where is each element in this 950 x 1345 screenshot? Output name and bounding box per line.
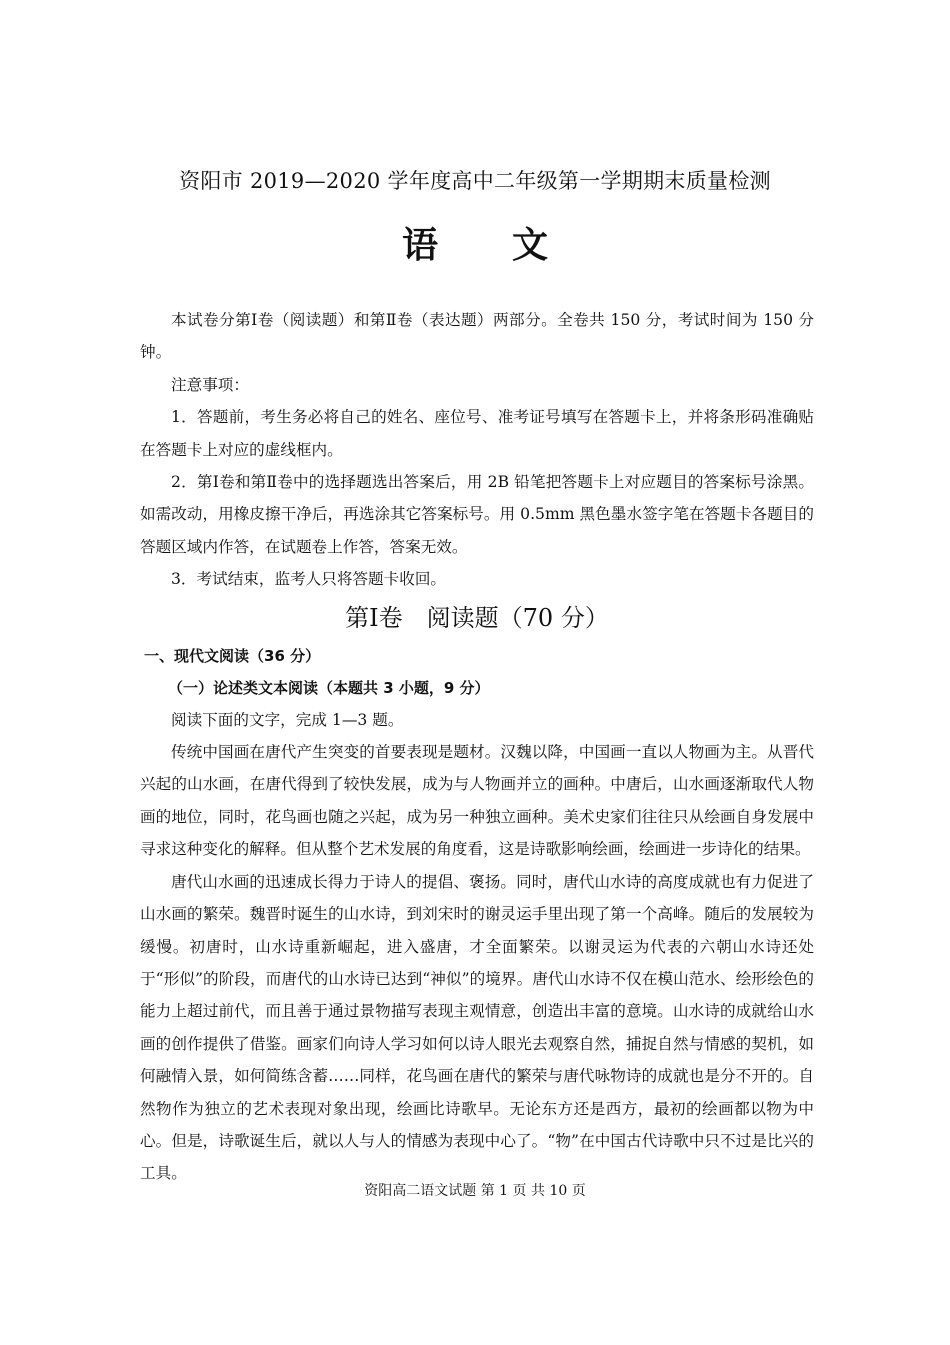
note-item-3: 3．考试结束，监考人只将答题卡收回。 (171, 570, 447, 589)
page-footer: 资阳高二语文试题 第 1 页 共 10 页 (364, 1183, 586, 1199)
intro-paragraph: 本试卷分第Ⅰ卷（阅读题）和第Ⅱ卷（表达题）两部分。全卷共 150 分，考试时间为 150 分钟。 (140, 311, 814, 362)
subject-title (0, 220, 950, 272)
section-title: 一、现代文阅读（36 分） (144, 646, 321, 665)
subject-char-1: 语 (401, 225, 438, 266)
exam-body (140, 304, 814, 1190)
reading-instruction: 阅读下面的文字，完成 1—3 题。 (171, 710, 404, 729)
note-item-1: 1．答题前，考生务必将自己的姓名、座位号、准考证号填写在答题卡上，并将条形码准确贴在答题卡上对应的虚线框内。 (140, 408, 814, 459)
passage-paragraph-2: 唐代山水画的迅速成长得力于诗人的提倡、褒扬。同时，唐代山水诗的高度成就也有力促进了山水画的繁荣。魏晋时诞生的山水诗，到刘宋时的谢灵运手里出现了第一个高峰。随后的发展较为缓慢。初唐时，山水诗重新崛起，进入盛唐，才全面繁荣。以谢灵运为代表的六朝山水诗还处于“形似”的阶段，而唐代的山水诗已达到“神似”的境界。唐代山水诗不仅在模山范水、绘形绘色的能力上超过前代，而且善于通过景物描写表现主观情意，创造出丰富的意境。山水诗的成就给山水画的创作提供了借鉴。画家们向诗人学习如何以诗人眼光去观察自然，捕捉自然与情感的契机，如何融情入景，如何简练含蓄……同样，花鸟画在唐代的繁荣与唐代咏物诗的成就也是分不开的。自然物作为独立的艺术表现对象出现，绘画比诗歌早。无论东方还是西方，最初的绘画都以物为中心。但是，诗歌诞生后，就以人与人的情感为表现中心了。“物”在中国古代诗歌中只不过是比兴的工具。 (140, 872, 814, 1183)
note-item-2: 2．第Ⅰ卷和第Ⅱ卷中的选择题选出答案后，用 2B 铅笔把答题卡上对应题目的答案标号涂黑。如需改动，用橡皮擦干净后，再选涂其它答案标号。用 0.5mm 黑色墨水签字笔在答题卡各题目的答题区域内作答，在试题卷上作答，答案无效。 (140, 473, 814, 556)
notes-title: 注意事项： (171, 375, 249, 394)
exam-header: 资阳市 2019—2020 学年度高中二年级第一学期期末质量检测 (179, 169, 771, 193)
passage-paragraph-1: 传统中国画在唐代产生突变的首要表现是题材。汉魏以降，中国画一直以人物画为主。从晋代兴起的山水画，在唐代得到了较快发展，成为与人物画并立的画种。中唐后，山水画逐渐取代人物画的地位，同时，花鸟画也随之兴起，成为另一种独立画种。美术史家们往往只从绘画自身发展中寻求这种变化的解释。但从整个艺术发展的角度看，这是诗歌影响绘画，绘画进一步诗化的结果。 (140, 743, 814, 859)
part-title: 第Ⅰ卷 阅读题（70 分） (345, 603, 609, 632)
subsection-title: （一）论述类文本阅读（本题共 3 小题，9 分） (168, 678, 490, 697)
subject-char-2: 文 (512, 225, 549, 266)
